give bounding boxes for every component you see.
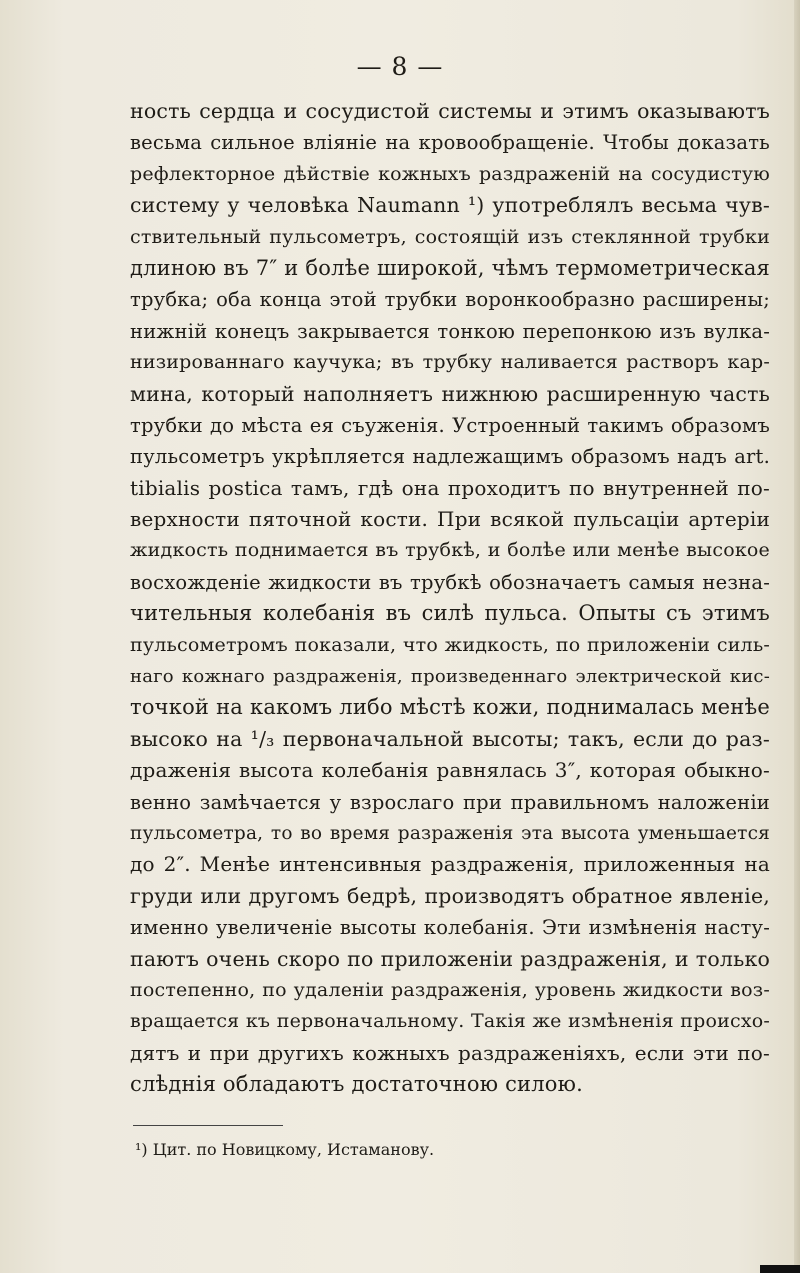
text-line: слѣднія обладаютъ достаточною силою. [130, 1072, 583, 1097]
text-line: рефлекторное дѣйствіе кожныхъ раздраженій на сосудистую [130, 162, 770, 185]
text-line: нижній конецъ закрывается тонкою перепонкою изъ вулка- [130, 319, 770, 343]
text-line: весьма сильное вліяніе на кровообращеніе. Чтобы доказать [130, 131, 770, 155]
footnote-marker: ¹) [135, 1140, 148, 1159]
text-line: драженія высота колебанія равнялась 3″, которая обыкно- [130, 758, 770, 783]
text-line: венно замѣчается у взрослаго при правильномъ наложеніи [130, 790, 770, 814]
text-line: верхности пяточной кости. При всякой пульсаціи артеріи [130, 507, 770, 532]
page-number: — 8 — [356, 52, 444, 81]
page-edge-shadow [794, 0, 800, 1273]
footnote [135, 1140, 434, 1159]
footnote-text: Цит. по Новицкому, Истаманову. [152, 1140, 435, 1159]
text-line: дятъ и при другихъ кожныхъ раздраженіяхъ, если эти по- [130, 1040, 770, 1065]
text-line: ствительный пульсометръ, состоящій изъ стеклянной трубки [130, 225, 770, 248]
text-line: пульсометромъ показали, что жидкость, по приложеніи силь- [130, 633, 770, 656]
text-line: точкой на какомъ либо мѣстѣ кожи, поднималась менѣе [130, 695, 770, 720]
text-line: груди или другомъ бедрѣ, производятъ обратное явленіе, [130, 883, 770, 908]
text-line: именно увеличеніе высоты колебанія. Эти измѣненія насту- [130, 916, 770, 940]
text-line: мина, который наполняетъ нижнюю расширенную часть [130, 381, 770, 406]
text-line: пульсометръ укрѣпляется надлежащимъ образомъ надъ art. [130, 445, 770, 469]
text-line: наго кожнаго раздраженія, произведеннаго электрической кис- [130, 666, 770, 688]
text-line: трубка; оба конца этой трубки воронкообразно расширены; [130, 288, 770, 312]
text-line: tibialis postica тамъ, гдѣ она проходитъ по внутренней по- [130, 475, 770, 500]
text-line: постепенно, по удаленіи раздраженія, уровень жидкости воз- [130, 978, 770, 1001]
text-line: ность сердца и сосудистой системы и этимъ оказываютъ [130, 99, 770, 123]
text-line: до 2″. Менѣе интенсивныя раздраженія, приложенныя на [130, 852, 770, 877]
body-text [130, 96, 770, 1101]
text-line: чительныя колебанія въ силѣ пульса. Опыты съ этимъ [130, 601, 770, 626]
text-line: восхожденіе жидкости въ трубкѣ обозначаетъ самыя незна- [130, 570, 770, 594]
text-line: трубки до мѣста ея съуженія. Устроенный такимъ образомъ [130, 413, 770, 437]
text-line: жидкость поднимается въ трубкѣ, и болѣе или менѣе высокое [130, 539, 770, 562]
footnote-divider [133, 1125, 283, 1126]
text-line: паютъ очень скоро по приложеніи раздраженія, и только [130, 946, 770, 971]
text-line: вращается къ первоначальному. Такія же измѣненія происхо- [130, 1010, 770, 1033]
text-line: пульсометра, то во время разраженія эта высота уменьшается [130, 822, 770, 844]
scan-corner-mark [760, 1265, 800, 1273]
text-line: систему у человѣка Naumann ¹) употреблялъ весьма чув- [130, 193, 770, 218]
text-line: высоко на ¹/₃ первоначальной высоты; такъ, если до раз- [130, 726, 770, 751]
text-line: длиною въ 7″ и болѣе широкой, чѣмъ термометрическая [130, 255, 770, 280]
text-line: низированнаго каучука; въ трубку наливается растворъ кар- [130, 351, 770, 374]
